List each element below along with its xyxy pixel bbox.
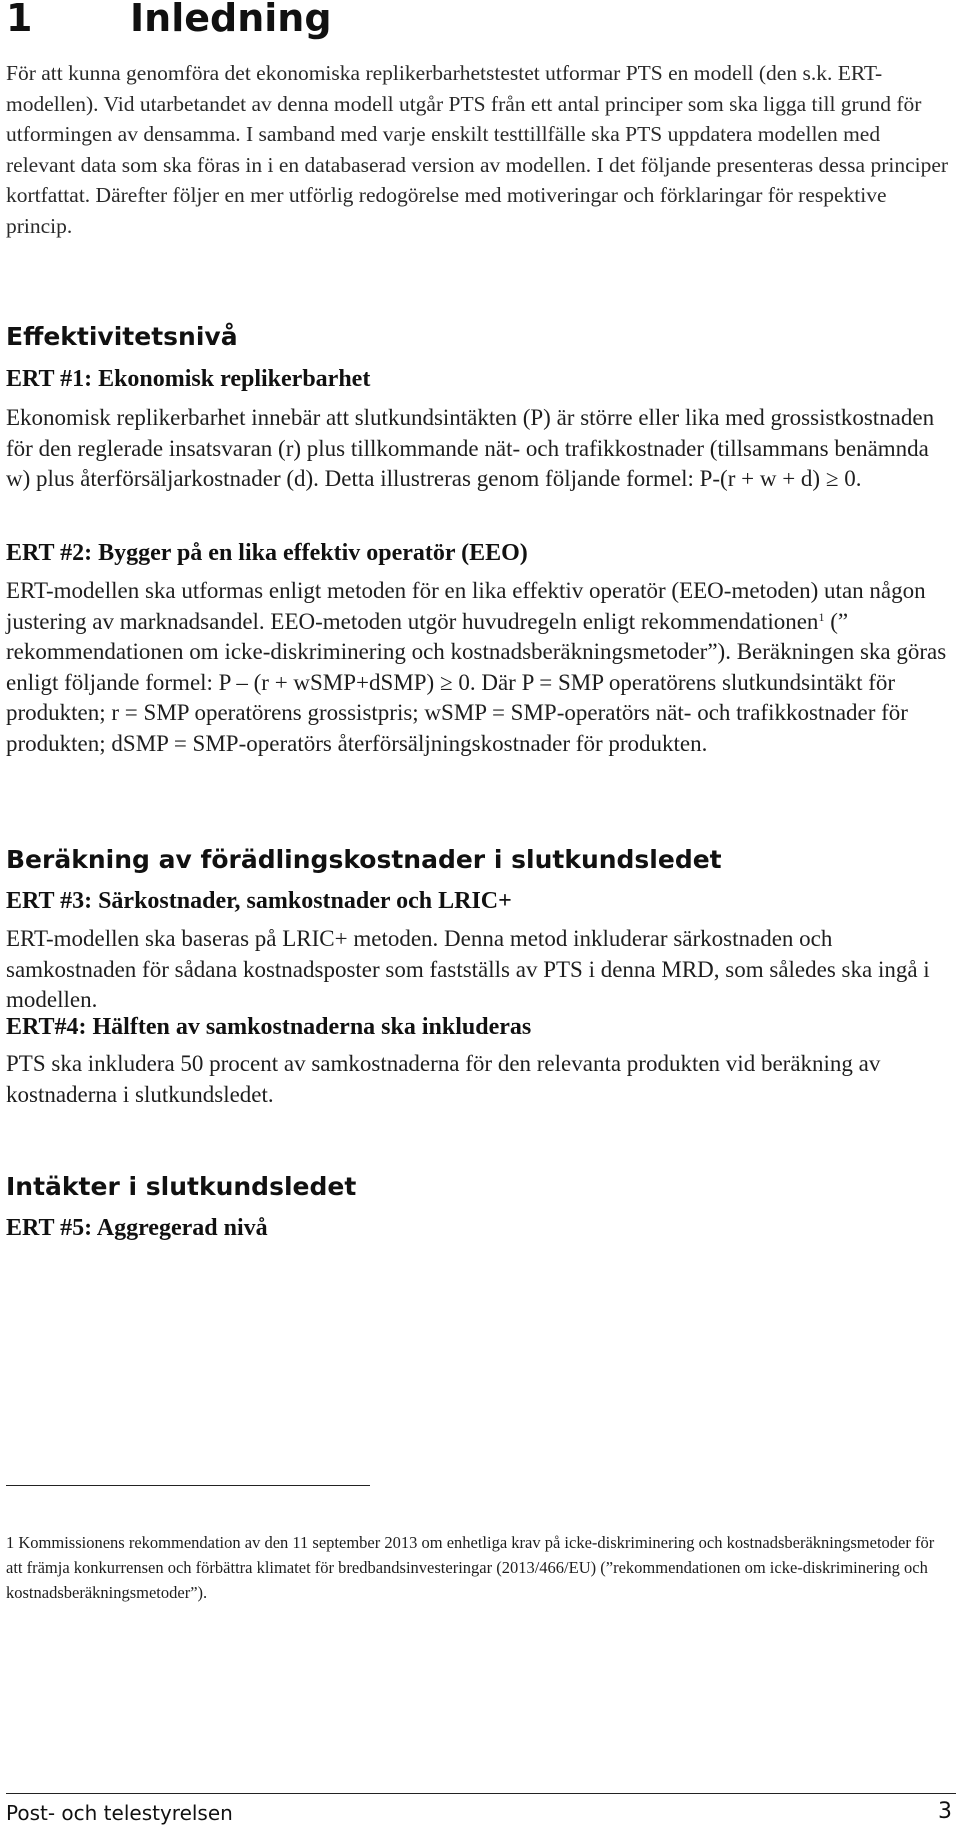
chapter-title: Inledning [130,0,332,40]
footnote-text: Kommissionens rekommendation av den 11 september 2013 om enhetliga krav på icke-diskriminering och kostnadsberäkningsmetoder för att främja konkurrensen och förbättra klimatet för bredbandsinvesteringar (2013/466/EU) (”rekommendationen om icke-diskriminering och kostnadsberäkningsmetoder”). [6,1533,935,1602]
ert2-text-b: (” rekommendationen om icke-diskriminering och kostnadsberäkningsmetoder”). Beräkningen ska göras enligt följande formel: P – (r + wSMP+dSMP) ≥ 0. Där P = SMP operatörens slutkundsintäkt för produkten; r = SMP operatörens grossistpris; wSMP = SMP-operatörs nät- och trafikkostnader för produkten; dSMP = SMP-operatörs återförsäljningskostnader för produkten. [6,608,947,756]
footnote-reference: 1 [818,609,825,624]
ert1-paragraph: Ekonomisk replikerbarhet innebär att slutkundsintäkten (P) är större eller lika med grossistkostnaden för den reglerade insatsvaran (r) plus tillkommande nät- och trafikkostnader (tillsammans benämnda w) plus återförsäljarkostnader (d). Detta illustreras genom följande formel: P-(r + w + d) ≥ 0. [6,405,935,491]
ert3-paragraph: ERT-modellen ska baseras på LRIC+ metoden. Denna metod inkluderar särkostnaden och samkostnaden för sådana kostnadsposter som fastställs av PTS i denna MRD, som således ska ingå i modellen. [6,926,930,1012]
heading-foradlingskostnader: Beräkning av förädlingskostnader i slutkundsledet [6,845,722,874]
ert5-title: ERT #5: Aggregerad nivå [6,1215,268,1241]
ert1-title: ERT #1: Ekonomisk replikerbarhet [6,366,371,392]
ert3-title: ERT #3: Särkostnader, samkostnader och LRIC+ [6,888,512,914]
footer-publisher: Post- och telestyrelsen [6,1801,233,1825]
ert4-paragraph: PTS ska inkludera 50 procent av samkostnaderna för den relevanta produkten vid beräkning av kostnaderna i slutkundsledet. [6,1051,881,1107]
heading-intakter: Intäkter i slutkundsledet [6,1172,357,1201]
footer-divider [6,1793,956,1794]
chapter-number: 1 [6,0,33,40]
footnote-number: 1 [6,1533,15,1552]
ert2-paragraph [6,576,952,759]
intro-paragraph: För att kunna genomföra det ekonomiska replikerbarhetstestet utformar PTS en modell (den s.k. ERT-modellen). Vid utarbetandet av denna modell utgår PTS från ett antal principer som ska ligga till grund för utformingen av densamma. I samband med varje enskilt testtillfälle ska PTS uppdatera modellen med relevant data som ska föras in i en databaserad version av modellen. I det följande presenteras dessa principer kortfattat. Därefter följer en mer utförlig redogörelse med motiveringar och förklaringar för respektive princip. [6,61,949,238]
footnote-divider [6,1485,370,1486]
ert2-text-a: ERT-modellen ska utformas enligt metoden för en lika effektiv operatör (EEO-metoden) utan någon justering av marknadsandel. EEO-metoden utgör huvudregeln enligt rekommendationen [6,578,926,634]
ert4-title: ERT#4: Hälften av samkostnaderna ska inkluderas [6,1014,532,1040]
page-number: 3 [938,1799,952,1824]
ert2-title: ERT #2: Bygger på en lika effektiv operatör (EEO) [6,540,528,566]
heading-effektivitetsniva: Effektivitetsnivå [6,322,238,351]
chapter-heading [6,0,332,40]
footnote [6,1530,952,1605]
